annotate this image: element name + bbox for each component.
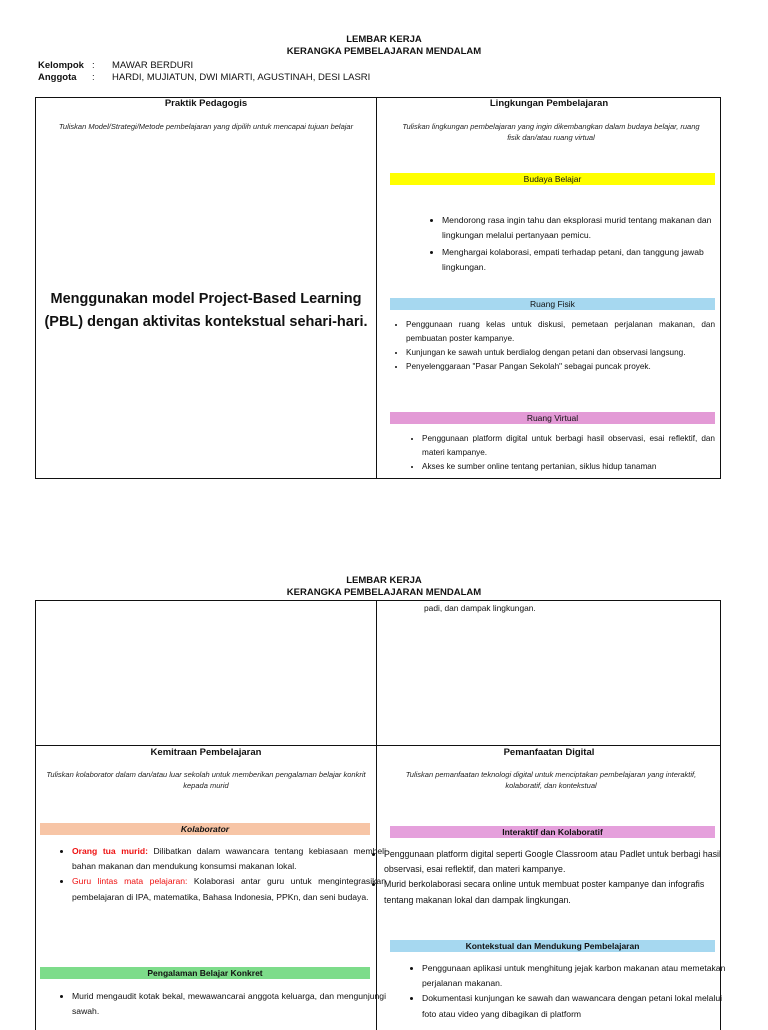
list-item: • Penggunaan ruang kelas untuk diskusi, pemetaan perjalanan makanan, dan pembuatan poster kampanye.: [406, 318, 715, 346]
list-item: • Murid berkolaborasi secara online untuk membuat poster kampanye dan infografis tentang makanan lokal dan dampak lingkungan.: [384, 877, 728, 907]
kelompok-row: Kelompok : MAWAR BERDURI: [38, 60, 194, 71]
ruang-virtual-header: Ruang Virtual: [390, 412, 715, 424]
ruang-fisik-header: Ruang Fisik: [390, 298, 715, 310]
column-divider: [376, 98, 377, 478]
kolaborator-header: Kolaborator: [40, 823, 370, 835]
kemitraan-pembelajaran-instruction: Tuliskan kolaborator dalam dan/atau luar sekolah untuk memberikan pengalaman belajar konkrit kepada murid: [46, 770, 366, 790]
anggota-row: Anggota : HARDI, MUJIATUN, DWI MIARTI, AGUSTINAH, DESI LASRI: [38, 72, 371, 83]
interaktif-kolaboratif-header: Interaktif dan Kolaboratif: [390, 826, 715, 838]
kolaborator-desc: Dilibatkan dalam wawancara tentang kebiasaan membeli bahan makanan dan mendukung konsumsi makanan lokal.: [72, 846, 386, 872]
kolaborator-desc: Kolaborasi antar guru untuk mengintegrasikan pembelajaran di IPA, matematika, Bahasa Indonesia, PPKn, dan seni budaya.: [72, 876, 386, 902]
pengalaman-belajar-list: [56, 989, 386, 1019]
page2-table: [35, 600, 726, 1030]
kolaborator-role: Guru lintas mata pelajaran:: [72, 876, 188, 887]
list-item: • Mendorong rasa ingin tahu dan eksplorasi murid tentang makanan dan lingkungan melalui pertanyaan pemicu.: [442, 213, 722, 243]
lingkungan-pembelajaran-title: Lingkungan Pembelajaran: [489, 98, 609, 109]
list-item: [72, 874, 386, 904]
continuation-text: padi, dan dampak lingkungan.: [424, 603, 536, 613]
page2-title: LEMBAR KERJA: [346, 575, 422, 586]
budaya-belajar-header: Budaya Belajar: [390, 173, 715, 185]
kemitraan-pembelajaran-title: Kemitraan Pembelajaran: [150, 747, 262, 758]
column-divider: [376, 601, 377, 1030]
interaktif-kolaboratif-list: [374, 847, 728, 908]
praktik-pedagogis-instruction: Tuliskan Model/Strategi/Metode pembelajaran yang dipilih untuk mencapai tujuan belajar: [58, 122, 354, 131]
ruang-fisik-list: [390, 318, 715, 374]
praktik-pedagogis-title: Praktik Pedagogis: [164, 98, 248, 109]
page1-table: [35, 97, 721, 479]
kolaborator-list: [56, 844, 386, 905]
ruang-virtual-list: [406, 432, 715, 474]
page1-subtitle: KERANGKA PEMBELAJARAN MENDALAM: [286, 46, 482, 57]
pemanfaatan-digital-instruction: Tuliskan pemanfaatan teknologi digital untuk menciptakan pembelajaran yang interaktif, kolaboratif, dan kontekstual: [405, 770, 697, 790]
kontekstual-list: [406, 961, 732, 1022]
pemanfaatan-digital-title: Pemanfaatan Digital: [503, 747, 595, 758]
kontekstual-header: Kontekstual dan Mendukung Pembelajaran: [390, 940, 715, 952]
anggota-label: Anggota: [38, 72, 77, 83]
list-item: • Akses ke sumber online tentang pertanian, siklus hidup tanaman: [422, 460, 715, 474]
anggota-value: HARDI, MUJIATUN, DWI MIARTI, AGUSTINAH, DESI LASRI: [112, 72, 371, 83]
budaya-belajar-list: [426, 213, 722, 277]
list-item: • Kunjungan ke sawah untuk berdialog dengan petani dan observasi langsung.: [406, 346, 715, 360]
kelompok-value: MAWAR BERDURI: [112, 60, 194, 71]
list-item: • Penggunaan aplikasi untuk menghitung jejak karbon makanan atau memetakan perjalanan makanan.: [422, 961, 732, 991]
kelompok-label: Kelompok: [38, 60, 84, 71]
list-item: • Penggunaan platform digital untuk berbagi hasil observasi, esai reflektif, dan materi kampanye.: [422, 432, 715, 460]
row-divider: [36, 745, 720, 746]
list-item: • Murid mengaudit kotak bekal, mewawancarai anggota keluarga, dan mengunjungi sawah.: [72, 989, 386, 1019]
list-item: • Menghargai kolaborasi, empati terhadap petani, dan tanggung jawab lingkungan.: [442, 245, 722, 275]
page1-title: LEMBAR KERJA: [346, 34, 422, 45]
lingkungan-pembelajaran-instruction: Tuliskan lingkungan pembelajaran yang ingin dikembangkan dalam budaya belajar, ruang fisik dan/atau ruang virtual: [402, 122, 700, 142]
pengalaman-belajar-header: Pengalaman Belajar Konkret: [40, 967, 370, 979]
list-item: • Dokumentasi kunjungan ke sawah dan wawancara dengan petani lokal melalui foto atau video yang dibagikan di platform: [422, 991, 732, 1021]
page2-subtitle: KERANGKA PEMBELAJARAN MENDALAM: [286, 587, 482, 598]
list-item: • Penggunaan platform digital seperti Google Classroom atau Padlet untuk berbagi hasil observasi, esai reflektif, dan materi kampanye.: [384, 847, 728, 877]
list-item: [72, 844, 386, 874]
kolaborator-role: Orang tua murid:: [72, 846, 148, 856]
praktik-pedagogis-answer: Menggunakan model Project-Based Learning (PBL) dengan aktivitas kontekstual sehari-hari.: [44, 291, 368, 330]
list-item: • Penyelenggaraan "Pasar Pangan Sekolah" sebagai puncak proyek.: [406, 360, 715, 374]
